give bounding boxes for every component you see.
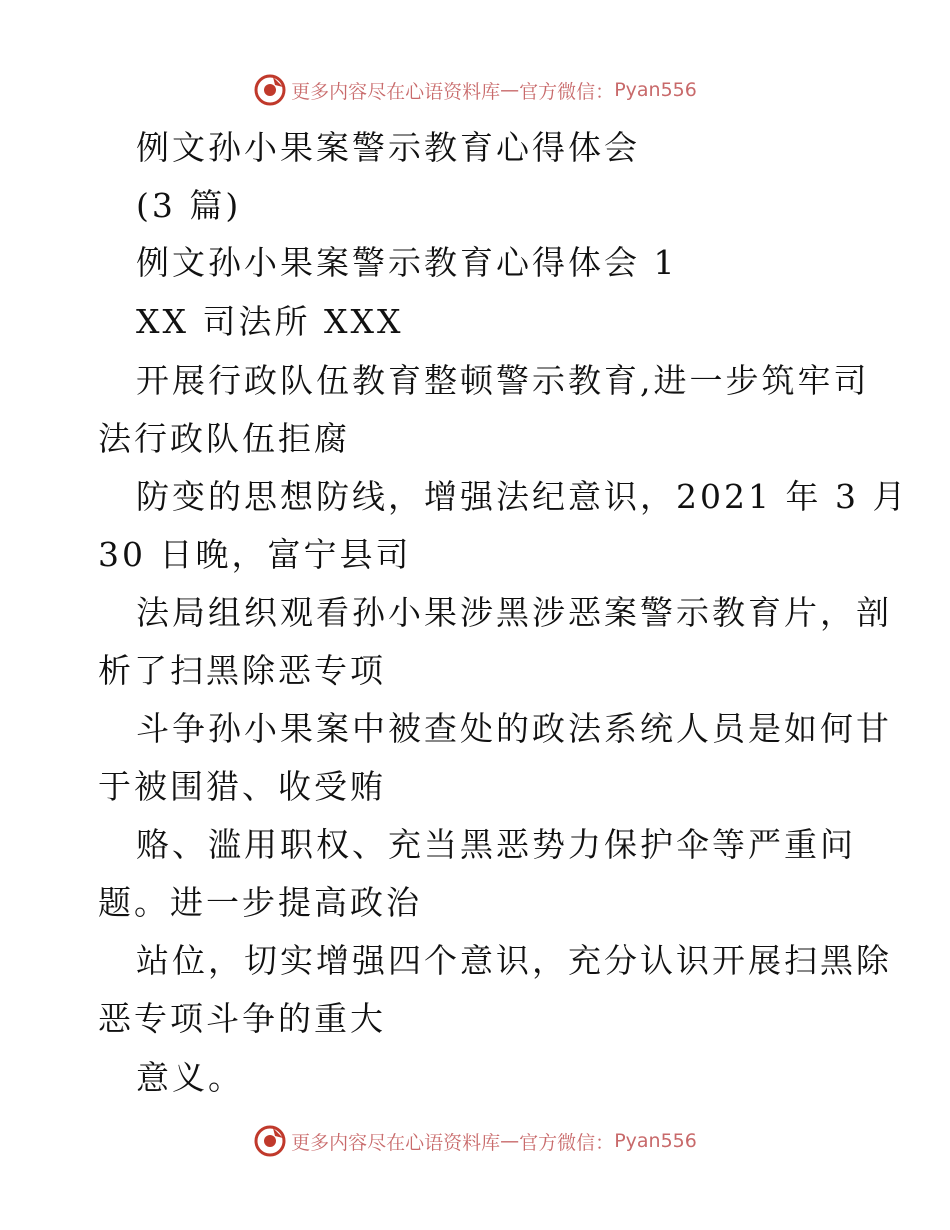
footer-watermark <box>0 1121 950 1161</box>
watermark-label: 官方微信： <box>519 80 615 103</box>
watermark-dash: — <box>500 79 520 101</box>
body-line: 法局组织观看孙小果涉黑涉恶案警示教育片，剖 <box>136 593 892 632</box>
author-line: XX 司法所 XXX <box>136 302 404 341</box>
body-line: 30 日晚，富宁县司 <box>98 535 412 574</box>
logo-icon <box>253 73 287 107</box>
watermark-label: 官方微信： <box>519 1131 615 1154</box>
body-line: 恶专项斗争的重大 <box>98 999 386 1038</box>
body-line: 站位，切实增强四个意识，充分认识开展扫黑除 <box>136 941 892 980</box>
document-subtitle: (3 篇) <box>136 186 242 225</box>
body-line: 析了扫黑除恶专项 <box>98 651 386 690</box>
body-line: 开展行政队伍教育整顿警示教育,进一步筑牢司 <box>136 361 870 400</box>
logo-icon <box>253 1124 287 1158</box>
body-line: 防变的思想防线，增强法纪意识，2021 年 3 月 <box>136 477 909 516</box>
body-line: 斗争孙小果案中被查处的政法系统人员是如何甘 <box>136 709 892 748</box>
watermark-id: Pyan556 <box>614 79 697 101</box>
body-line: 赂、滥用职权、充当黑恶势力保护伞等严重问 <box>136 825 856 864</box>
section-title: 例文孙小果案警示教育心得体会 1 <box>136 243 678 282</box>
body-line: 题。进一步提高政治 <box>98 883 422 922</box>
watermark-id: Pyan556 <box>614 1130 697 1152</box>
body-line: 法行政队伍拒腐 <box>98 419 350 458</box>
body-line: 于被围猎、收受贿 <box>98 767 386 806</box>
document-title: 例文孙小果案警示教育心得体会 <box>136 128 640 167</box>
watermark-dash: — <box>500 1130 520 1152</box>
header-watermark <box>0 70 950 110</box>
watermark-text: 更多内容尽在心语资料库 <box>291 80 501 103</box>
watermark-text: 更多内容尽在心语资料库 <box>291 1131 501 1154</box>
body-line: 意义。 <box>136 1058 244 1097</box>
